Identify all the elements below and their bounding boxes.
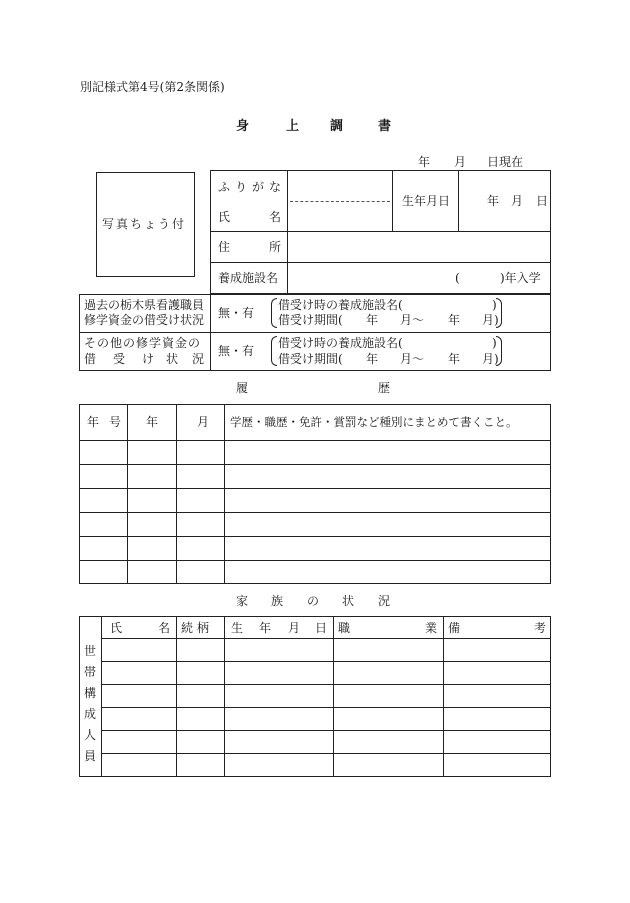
loan2-unit-3: 年: [448, 352, 461, 366]
loan2-detail-line2: 借受け期間(: [278, 352, 343, 366]
family-header-remarks-1: 備: [448, 621, 461, 635]
current-year-label: 年: [418, 155, 431, 169]
history-title-2: 歴: [378, 381, 391, 395]
name-label-1: 氏: [218, 210, 231, 224]
loan1-unit-4: 月): [482, 313, 499, 327]
loan1-choice: 無・有: [218, 306, 255, 320]
birth-month-unit: 月: [511, 194, 524, 208]
title-char-3: 調: [330, 119, 344, 134]
family-header-relation: 続柄: [181, 621, 214, 635]
loan2-label-char-5: 況: [192, 352, 205, 366]
history-header-content: 学歴・職歴・免許・賞罰など種別にまとめて書くこと。: [230, 415, 518, 429]
name-label-2: 名: [269, 210, 282, 224]
family-side-char-6: 員: [83, 749, 96, 763]
loan2-label-char-1: 借: [84, 352, 97, 366]
family-header-name-2: 名: [158, 621, 171, 635]
family-header-occupation-2: 業: [425, 621, 438, 635]
furigana-label: ふりがな: [218, 180, 287, 194]
family-title-4: 状: [342, 594, 355, 608]
family-title-2: 族: [271, 594, 284, 608]
history-header-year: 年: [146, 415, 159, 429]
family-header-birth-4: 日: [315, 621, 328, 635]
family-header-name-1: 氏: [110, 621, 123, 635]
history-header-era-2: 号: [109, 415, 122, 429]
birthdate-label: 生年月日: [402, 194, 451, 208]
loan1-detail-line2: 借受け期間(: [278, 313, 343, 327]
current-day-label: 日現在: [487, 155, 524, 169]
loan2-label-char-4: 状: [166, 352, 179, 366]
family-header-birth-3: 月: [288, 621, 301, 635]
loan2-detail-line1-close: ): [492, 336, 497, 350]
birth-day-unit: 日: [536, 194, 549, 208]
family-side-char-4: 成: [83, 707, 96, 721]
family-header-birth-1: 生: [231, 621, 244, 635]
family-side-label: [82, 641, 98, 767]
birth-year-unit: 年: [487, 194, 500, 208]
family-side-char-3: 構: [83, 686, 96, 700]
loan1-unit-2: 月〜: [400, 313, 425, 327]
loan1-unit-1: 年: [366, 313, 379, 327]
family-title-5: 況: [378, 594, 391, 608]
school-enroll-suffix: )年入学: [500, 271, 541, 285]
loan1-unit-3: 年: [448, 313, 461, 327]
family-side-char-1: 世: [83, 644, 96, 658]
form-number: 別記様式第4号(第2条関係): [80, 80, 225, 94]
loan2-unit-1: 年: [366, 352, 379, 366]
loan2-unit-4: 月): [482, 352, 499, 366]
loan2-unit-2: 月〜: [400, 352, 425, 366]
family-side-char-5: 人: [83, 728, 96, 742]
loan2-label-line1: その他の修学資金の: [84, 336, 202, 350]
family-header-birth-2: 年: [259, 621, 272, 635]
history-header-era-1: 年: [87, 415, 100, 429]
photo-label: 写真ちょう付: [102, 217, 187, 231]
current-month-label: 月: [454, 155, 467, 169]
loan2-label-char-2: 受: [113, 352, 126, 366]
family-header-occupation-1: 職: [338, 621, 351, 635]
history-frame: [79, 404, 551, 584]
history-title-1: 履: [236, 381, 249, 395]
loan2-detail-line1: 借受け時の養成施設名(: [278, 336, 403, 350]
loan2-label-char-3: け: [142, 352, 155, 366]
family-title-1: 家: [236, 594, 249, 608]
family-header-remarks-2: 考: [534, 621, 547, 635]
loan1-label-line1: 過去の栃木県看護職員: [84, 298, 205, 312]
loan1-label-line2: 修学資金の借受け状況: [84, 313, 205, 327]
address-label-1: 住: [218, 240, 231, 254]
title-char-1: 身: [236, 119, 250, 134]
family-title-3: の: [307, 594, 320, 608]
history-header-month: 月: [197, 415, 210, 429]
loan2-choice: 無・有: [218, 344, 255, 358]
title-char-2: 上: [286, 119, 300, 134]
school-label: 養成施設名: [218, 271, 279, 285]
loan1-detail-line1: 借受け時の養成施設名(: [278, 298, 403, 312]
family-side-char-2: 帯: [83, 665, 96, 679]
loan1-detail-line1-close: ): [492, 298, 497, 312]
title-char-4: 書: [378, 119, 392, 134]
address-label-2: 所: [269, 240, 282, 254]
school-enroll-open: (: [455, 271, 460, 285]
